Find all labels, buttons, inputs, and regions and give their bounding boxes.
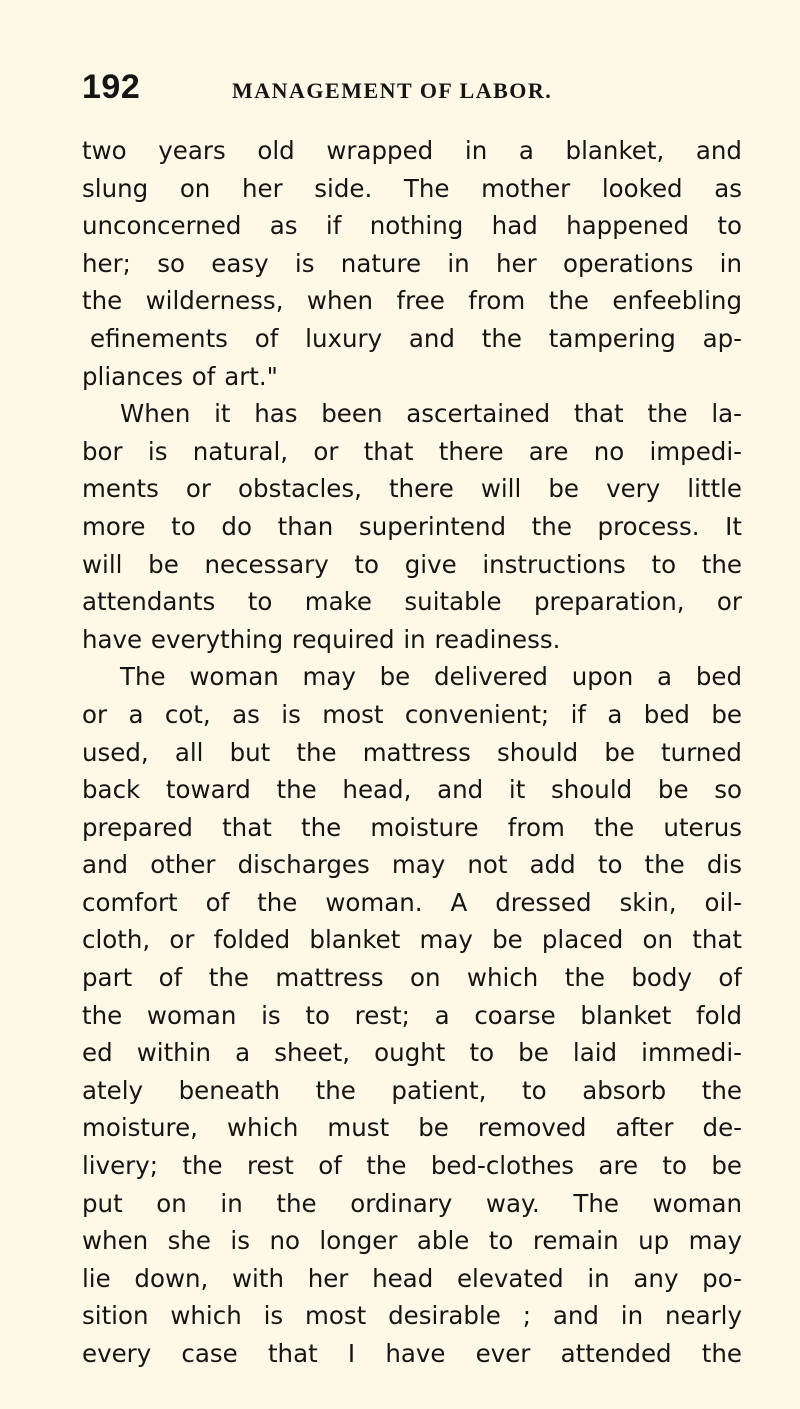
- text-line: when she is no longer able to remain up may: [82, 1226, 742, 1256]
- text-line: back toward the head, and it should be so: [82, 775, 742, 805]
- text-line: When it has been ascertained that the la-: [120, 399, 742, 429]
- page-number: 192: [82, 68, 141, 106]
- text-line: lie down, with her head elevated in any po-: [82, 1263, 742, 1293]
- text-line: attendants to make suitable preparation, or: [82, 587, 742, 617]
- text-line: part of the mattress on which the body of: [82, 963, 742, 993]
- page-header: [82, 68, 722, 108]
- text-line: the wilderness, when free from the enfeebling: [82, 286, 742, 316]
- text-line: The woman may be delivered upon a bed: [120, 662, 742, 692]
- text-line: prepared that the moisture from the uterus: [82, 812, 742, 842]
- text-line: comfort of the woman. A dressed skin, oil-: [82, 887, 742, 917]
- text-line: moisture, which must be removed after de-: [82, 1113, 742, 1143]
- running-title: MANAGEMENT OF LABOR.: [232, 78, 553, 103]
- text-line: ately beneath the patient, to absorb the: [82, 1075, 742, 1105]
- text-line: two years old wrapped in a blanket, and: [82, 136, 742, 165]
- text-line: pliances of art.": [82, 361, 278, 391]
- text-line: ed within a sheet, ought to be laid immedi-: [82, 1038, 742, 1068]
- text-line: bor is natural, or that there are no impedi-: [82, 436, 742, 466]
- text-line: every case that I have ever attended the: [82, 1339, 742, 1368]
- text-line: used, all but the mattress should be turned: [82, 737, 742, 767]
- text-line: unconcerned as if nothing had happened to: [82, 211, 742, 241]
- text-line: more to do than superintend the process. It: [82, 511, 742, 541]
- text-line: will be necessary to give instructions to the: [82, 549, 742, 579]
- text-line: put on in the ordinary way. The woman: [82, 1188, 742, 1218]
- text-line: ments or obstacles, there will be very little: [82, 474, 742, 504]
- text-line: or a cot, as is most convenient; if a bed be: [82, 699, 742, 729]
- body-text: [82, 132, 742, 1373]
- text-line: her; so easy is nature in her operations in: [82, 248, 742, 278]
- text-line: livery; the rest of the bed-clothes are to be: [82, 1151, 742, 1181]
- text-line: have everything required in readiness.: [82, 624, 561, 654]
- text-line: cloth, or folded blanket may be placed on that: [82, 925, 742, 955]
- text-line: sition which is most desirable ; and in nearly: [82, 1301, 742, 1331]
- text-line: slung on her side. The mother looked as: [82, 173, 742, 203]
- text-line: efinements of luxury and the tampering ap-: [90, 323, 742, 353]
- text-line: and other discharges may not add to the dis: [82, 850, 742, 880]
- text-line: the woman is to rest; a coarse blanket fold: [82, 1000, 742, 1030]
